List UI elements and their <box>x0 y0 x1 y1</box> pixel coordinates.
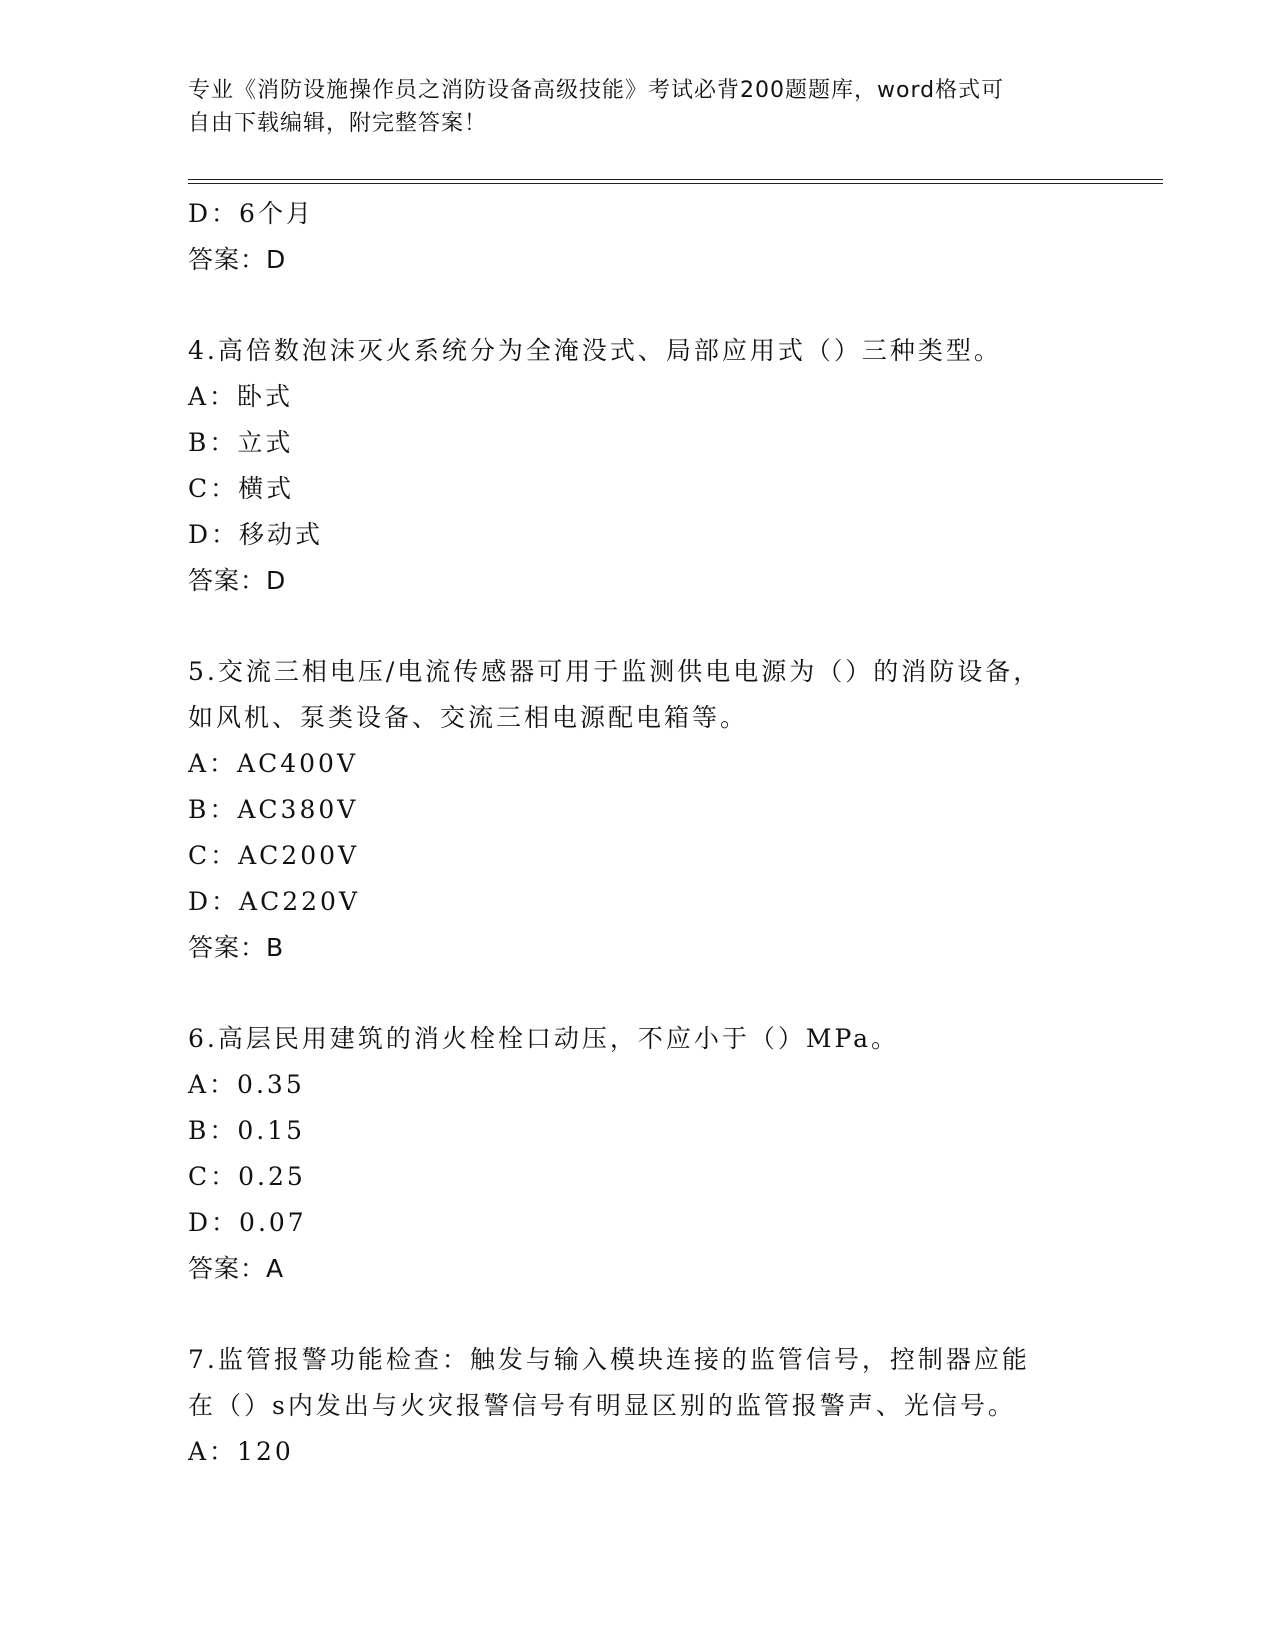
question-6 <box>188 1016 1088 1292</box>
spacer <box>188 971 1088 1016</box>
option-b: B：0.15 <box>188 1116 306 1145</box>
answer: 答案：A <box>188 1254 285 1283</box>
question-5 <box>188 649 1088 971</box>
option-a: A：120 <box>188 1437 294 1466</box>
header-divider-bottom <box>188 183 1163 184</box>
question-stem-line-1: 7.监管报警功能检查：触发与输入模块连接的监管信号，控制器应能 <box>188 1345 1030 1374</box>
option-c: C：0.25 <box>188 1162 306 1191</box>
spacer <box>188 604 1088 649</box>
question-stem-line-1: 5.交流三相电压/电流传感器可用于监测供电电源为（）的消防设备， <box>188 657 1042 686</box>
option-a: A：AC400V <box>188 749 359 778</box>
prev-option-d: D：6个月 <box>188 199 314 228</box>
spacer <box>188 283 1088 328</box>
option-d: D：0.07 <box>188 1208 307 1237</box>
question-stem: 6.高层民用建筑的消火栓栓口动压，不应小于（）MPa。 <box>188 1024 900 1053</box>
question-4 <box>188 328 1088 604</box>
header-divider-top <box>188 179 1163 180</box>
option-d: D：AC220V <box>188 887 360 916</box>
question-stem-line-2: 在（）s内发出与火灾报警信号有明显区别的监管报警声、光信号。 <box>188 1391 1016 1420</box>
option-a: A：0.35 <box>188 1070 305 1099</box>
question-7 <box>188 1337 1088 1475</box>
answer: 答案：B <box>188 933 285 962</box>
document-body <box>188 191 1088 1475</box>
option-c: C：横式 <box>188 474 295 503</box>
answer: 答案：D <box>188 566 287 595</box>
question-stem-line-2: 如风机、泵类设备、交流三相电源配电箱等。 <box>188 703 749 732</box>
header-title-line-2: 自由下载编辑，附完整答案！ <box>188 111 488 136</box>
option-d: D：移动式 <box>188 520 324 549</box>
spacer <box>188 1292 1088 1337</box>
option-a: A：卧式 <box>188 382 294 411</box>
header-title-line-1: 专业《消防设施操作员之消防设备高级技能》考试必背200题题库，word格式可 <box>188 78 1005 103</box>
question-stem: 4.高倍数泡沫灭火系统分为全淹没式、局部应用式（）三种类型。 <box>188 336 1002 365</box>
option-b: B：AC380V <box>188 795 359 824</box>
option-b: B：立式 <box>188 428 294 457</box>
document-header <box>188 74 1068 140</box>
prev-answer: 答案：D <box>188 245 287 274</box>
option-c: C：AC200V <box>188 841 360 870</box>
